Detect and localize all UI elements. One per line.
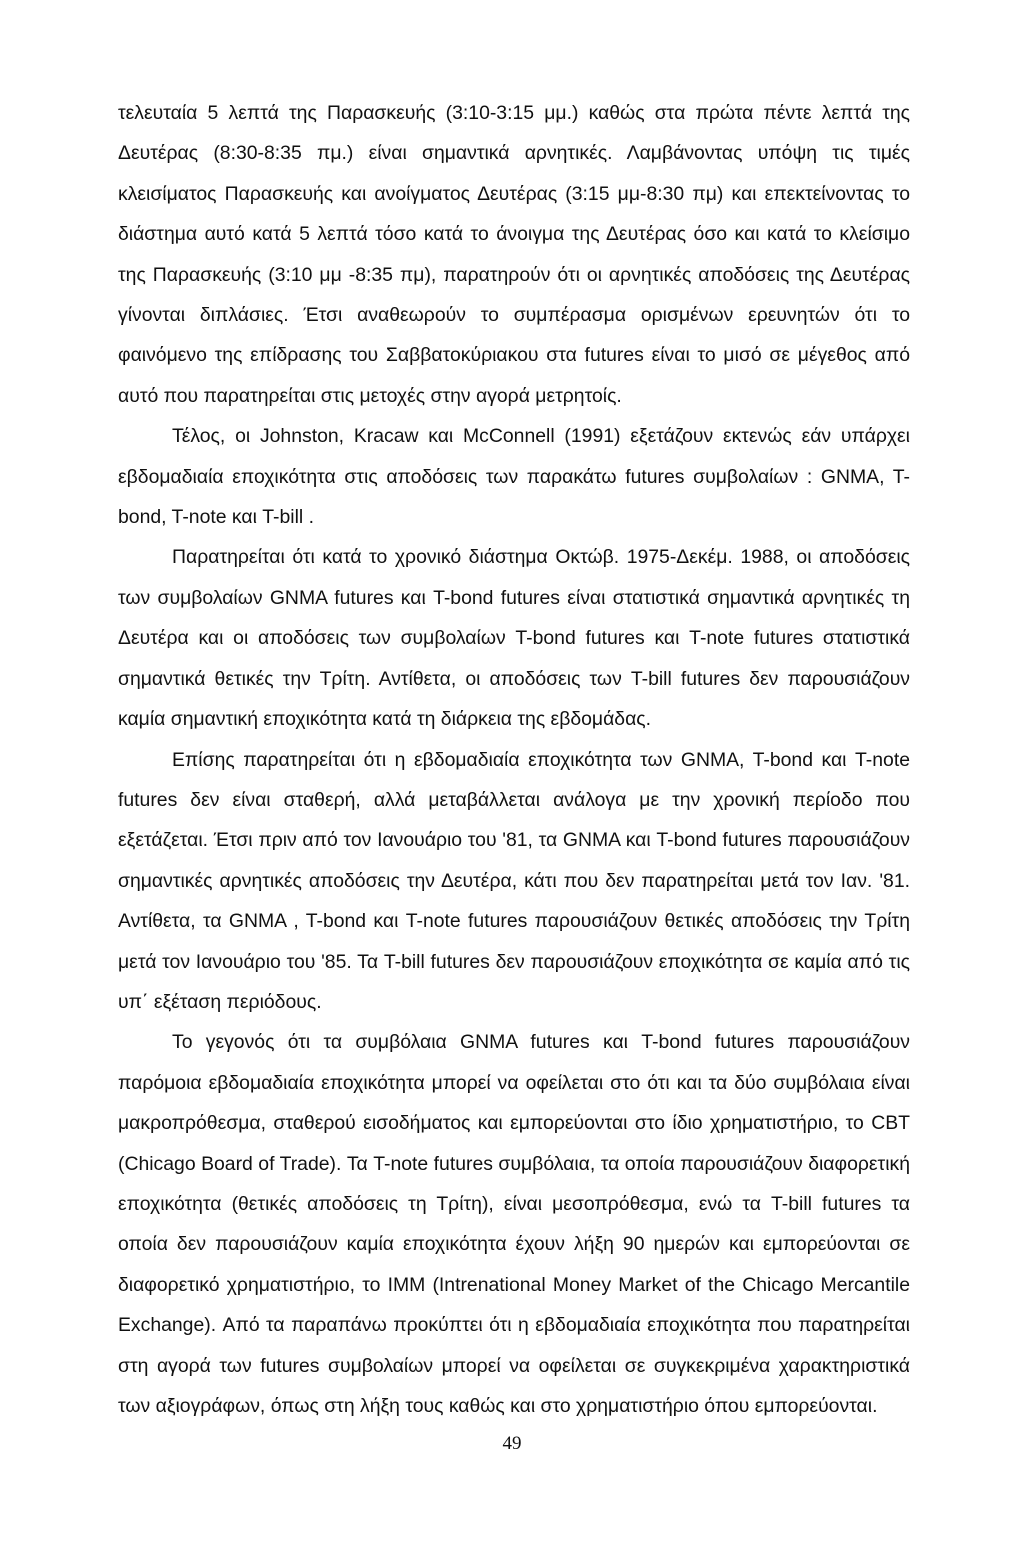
- paragraph-5: Το γεγονός ότι τα συμβόλαια GNMA futures και T-bond futures παρουσιάζουν παρόμοια εβδομαδιαία εποχικότητα μπορεί να οφείλεται στο ότι και τα δύο συμβόλαια είναι μακροπρόθεσμα, σταθερού εισοδήματος και εμπορεύονται στο ίδιο χρηματιστήριο, το CBT (Chicago Board of Trade). Τα T-note futures συμβόλαια, τα οποία παρουσιάζουν διαφορετική εποχικότητα (θετικές αποδόσεις τη Τρίτη), είναι μεσοπρόθεσμα, ενώ τα T-bill futures τα οποία δεν παρουσιάζουν καμία εποχικότητα έχουν λήξη 90 ημερών και εμπορεύονται σε διαφορετικό χρηματιστήριο, το IMM (Intrenational Money Market of the Chicago Mercantile Exchange). Από τα παραπάνω προκύπτει ότι η εβδομαδιαία εποχικότητα που παρατηρείται στη αγορά των futures συμβολαίων μπορεί να οφείλεται σε συγκεκριμένα χαρακτηριστικά των αξιογράφων, όπως στη λήξη τους καθώς και στο χρηματιστήριο όπου εμπορεύονται.: [118, 1031, 910, 1417]
- paragraph-4: Επίσης παρατηρείται ότι η εβδομαδιαία εποχικότητα των GNMA, T-bond και T-note futures δεν είναι σταθερή, αλλά μεταβάλλεται ανάλογα με την χρονική περίοδο που εξετάζεται. Έτσι πριν από τον Ιανουάριο του '81, τα GNMA και T-bond futures παρουσιάζουν σημαντικές αρνητικές αποδόσεις την Δευτέρα, κάτι που δεν παρατηρείται μετά τον Ιαν. '81. Αντίθετα, τα GNMA , T-bond και T-note futures παρουσιάζουν θετικές αποδόσεις την Τρίτη μετά τον Ιανουάριο του '85. Τα T-bill futures δεν παρουσιάζουν εποχικότητα σε καμία από τις υπ΄ εξέταση περιόδους.: [118, 748, 910, 1013]
- page-number: 49: [502, 1433, 522, 1454]
- paragraph-3: Παρατηρείται ότι κατά το χρονικό διάστημα Οκτώβ. 1975-Δεκέμ. 1988, οι αποδόσεις των συμβολαίων GNMA futures και T-bond futures είναι στατιστικά σημαντικά αρνητικές τη Δευτέρα και οι αποδόσεις των συμβολαίων T-bond futures και T-note futures στατιστικά σημαντικά θετικές την Τρίτη. Αντίθετα, οι αποδόσεις των T-bill futures δεν παρουσιάζουν καμία σημαντική εποχικότητα κατά τη διάρκεια της εβδομάδας.: [118, 546, 910, 731]
- document-page: [118, 93, 910, 1426]
- paragraph-1: τελευταία 5 λεπτά της Παρασκευής (3:10-3:15 μμ.) καθώς στα πρώτα πέντε λεπτά της Δευτέρας (8:30-8:35 πμ.) είναι σημαντικά αρνητικές. Λαμβάνοντας υπόψη τις τιμές κλεισίματος Παρασκευής και ανοίγματος Δευτέρας (3:15 μμ-8:30 πμ) και επεκτείνοντας το διάστημα αυτό κατά 5 λεπτά τόσο κατά το άνοιγμα της Δευτέρας όσο και κατά το κλείσιμο της Παρασκευής (3:10 μμ -8:35 πμ), παρατηρούν ότι οι αρνητικές αποδόσεις της Δευτέρας γίνονται διπλάσιες. Έτσι αναθεωρούν το συμπέρασμα ορισμένων ερευνητών ότι το φαινόμενο της επίδρασης του Σαββατοκύριακου στα futures είναι το μισό σε μέγεθος από αυτό που παρατηρείται στις μετοχές στην αγορά μετρητοίς.: [118, 102, 910, 407]
- paragraph-2: Τέλος, οι Johnston, Kracaw και McConnell (1991) εξετάζουν εκτενώς εάν υπάρχει εβδομαδιαία εποχικότητα στις αποδόσεις των παρακάτω futures συμβολαίων : GNMA, T-bond, T-note και T-bill .: [118, 425, 910, 529]
